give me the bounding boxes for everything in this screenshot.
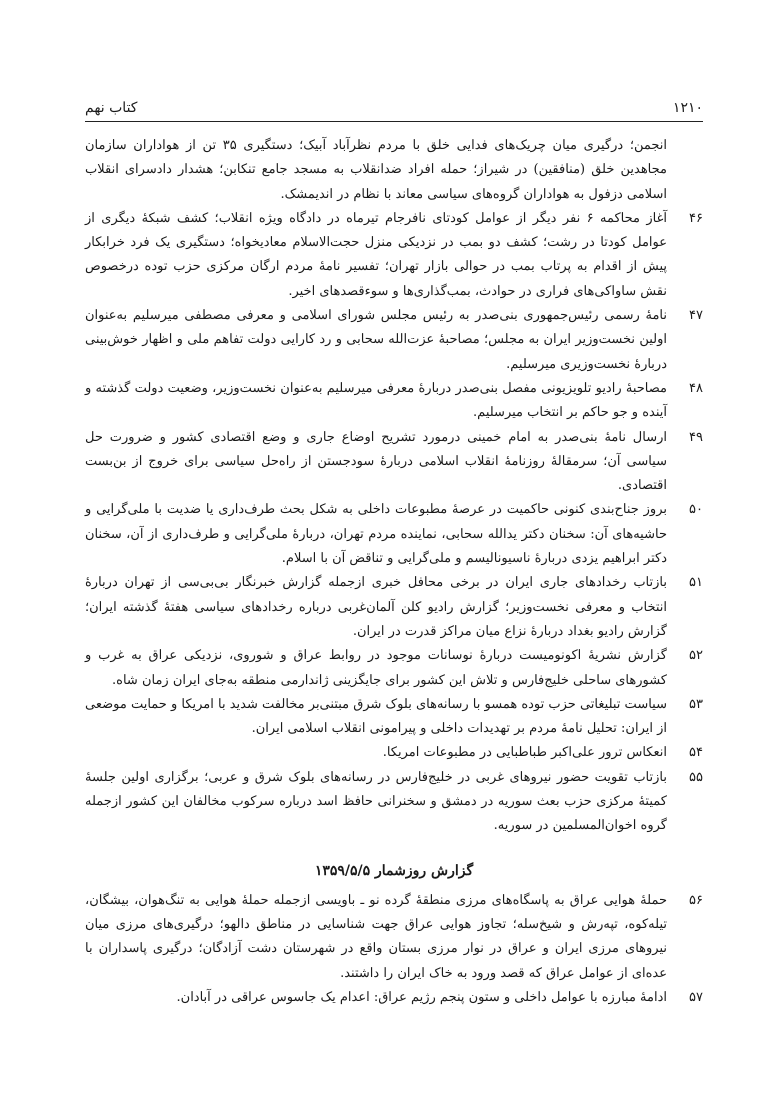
entry-number: ۴۶ (689, 210, 703, 226)
entry-text: گزارش نشریهٔ اکونومیست دربارهٔ نوسانات موجود در روابط عراق و شوروی، نزدیکی عراق به غرب و کشورهای ساحلی خلیج‌فارس و تلاش این کشور برای جایگزینی ژاندارمی منطقه به‌جای ایران زمان شاه. (85, 648, 667, 688)
entry-text: انعکاس ترور علی‌اکبر طباطبایی در مطبوعات امریکا. (382, 745, 667, 761)
list-item (85, 304, 703, 377)
list-item (85, 207, 703, 304)
entry-number: ۵۳ (689, 696, 703, 712)
list-item (85, 377, 703, 426)
page-header (85, 92, 703, 122)
list-item (85, 986, 703, 1010)
entry-number: ۵۲ (689, 648, 703, 664)
entry-number: ۵۷ (689, 989, 703, 1005)
list-item (85, 889, 703, 986)
list-item (85, 426, 703, 499)
entry-number: ۵۰ (689, 502, 703, 518)
entry-text: سیاست تبلیغاتی حزب توده همسو با رسانه‌های بلوک شرق مبتنی‌بر مخالفت شدید با امریکا و حمایت موضعی از ایران: تحلیل نامهٔ مردم بر تهدیدات داخلی و پیرامونی انقلاب اسلامی ایران. (84, 696, 667, 737)
entry-text: نامهٔ رسمی رئیس‌جمهوری بنی‌صدر به رئیس مجلس شورای اسلامی و معرفی مصطفی میرسلیم به‌عنوان اولین نخست‌وزیر ایران به مجلس؛ مصاحبهٔ عزت‌الله سحابی و رد کارایی دولت تفاهم ملی و اظهار خوش‌بینی دربارهٔ نخست‌وزیری میرسلیم. (85, 308, 667, 372)
list-item (85, 766, 703, 839)
list-item (85, 498, 703, 571)
page-content (85, 134, 703, 1010)
entry-number: ۴۷ (689, 308, 703, 324)
entry-text: بازتاب تقویت حضور نیروهای غربی در خلیج‌فارس در رسانه‌های بلوک شرق و عربی؛ برگزاری اولین جلسهٔ کمیتهٔ مرکزی حزب بعث سوریه در دمشق و سخنرانی حافظ اسد درباره سرکوب مخالفان این کشور ازجمله گروه اخوان‌المسلمین در سوریه. (85, 769, 667, 834)
page-number: ۱۲۱۰ (672, 100, 703, 116)
entry-text: حملهٔ هوایی عراق به پاسگاه‌های مرزی منطقهٔ گرده نو ـ باویسی ازجمله حملهٔ هوایی به تنگ‌هوان، بیشگان، تیله‌کوه، تپه‌رش و شیخ‌سله؛ تجاوز هوایی عراق جهت شناسایی در مناطق دالهو؛ درگیری‌های مرزی میان نیروهای مرزی ایران و عراق در نوار مرزی بستان واقع در شهرستان دشت آزادگان؛ درگیری پاسداران با عده‌ای از عوامل عراق که قصد ورود به خاک ایران را داشتند. (85, 892, 667, 981)
entry-number: ۵۱ (689, 575, 703, 591)
book-title: کتاب نهم (85, 100, 138, 116)
entry-number: ۵۵ (689, 769, 703, 785)
entry-text: آغاز محاکمه ۶ نفر دیگر از عوامل کودتای نافرجام تیرماه در دادگاه ویژه انقلاب؛ کشف شبکهٔ دیگری از عوامل کودتا در رشت؛ کشف دو بمب در نزدیکی منزل حجت‌الاسلام معادیخواه؛ دستگیری یک فرد خرابکار پیش از اقدام به پرتاب بمب در حوالی بازار تهران؛ تفسیر نامهٔ مردم ارگان مرکزی حزب توده درخصوص نقش ساواکی‌های فراری در حوادث، بمب‌گذاری‌ها و سوءقصدهای اخیر. (85, 210, 667, 299)
list-item (85, 693, 703, 742)
entry-text: انجمن؛ درگیری میان چریک‌های فدایی خلق با مردم نظرآباد آبیک؛ دستگیری ۳۵ تن از هواداران سازمان مجاهدین خلق (منافقین) در شیراز؛ حمله افراد ضدانقلاب به مسجد جامع تنکابن؛ هشدار دادسرای انقلاب اسلامی دزفول به هواداران گروه‌های سیاسی معاند با نظام در اندیمشک. (85, 138, 667, 202)
entry-text: ادامهٔ مبارزه با عوامل داخلی و ستون پنجم رژیم عراق: اعدام یک جاسوس عراقی در آبادان. (176, 989, 667, 1005)
entry-text: مصاحبهٔ رادیو تلویزیونی مفصل بنی‌صدر دربارهٔ معرفی میرسلیم به‌عنوان نخست‌وزیر، وضعیت دولت گذشته و آینده و جو حاکم بر انتخاب میرسلیم. (85, 380, 667, 421)
entry-number: ۴۹ (689, 429, 703, 445)
entry-number: ۵۴ (689, 745, 703, 761)
entry-text: ارسال نامهٔ بنی‌صدر به امام خمینی درمورد تشریح اوضاع جاری و وضع اقتصادی کشور و ضرورت حل سیاسی آن؛ سرمقالهٔ روزنامهٔ انقلاب اسلامی دربارهٔ سودجستن از راه‌حل سیاسی برای خروج از بن‌بست اقتصادی. (85, 429, 667, 494)
list-item (85, 741, 703, 765)
list-item (85, 571, 703, 644)
entry-text: بازتاب رخدادهای جاری ایران در برخی محافل خبری ازجمله گزارش خبرنگار بی‌بی‌سی از تهران دربارهٔ انتخاب و معرفی نخست‌وزیر؛ گزارش رادیو کلن آلمان‌غربی درباره رخدادهای سیاسی هفتهٔ گذشته ایران؛ گزارش رادیو بغداد دربارهٔ نزاع میان مراکز قدرت در ایران. (85, 575, 667, 639)
section-title: گزارش روزشمار ۱۳۵۹/۵/۵ (314, 862, 474, 879)
list-item (85, 644, 703, 693)
continued-entry (85, 134, 703, 207)
entry-text: بروز جناح‌بندی کنونی حاکمیت در عرصهٔ مطبوعات داخلی به شکل بحث طرف‌داری یا ضدیت با ملی‌گرایی و حاشیه‌های آن: سخنان دکتر یدالله سحابی، نماینده مردم تهران، دربارهٔ ملی‌گرایی و طرف‌داری از آن، سخنان دکتر ابراهیم یزدی دربارهٔ ناسیونالیسم و ملی‌گرایی و تناقض آن با اسلام. (85, 502, 667, 567)
entry-number: ۴۸ (689, 380, 703, 396)
entry-number: ۵۶ (689, 892, 703, 908)
